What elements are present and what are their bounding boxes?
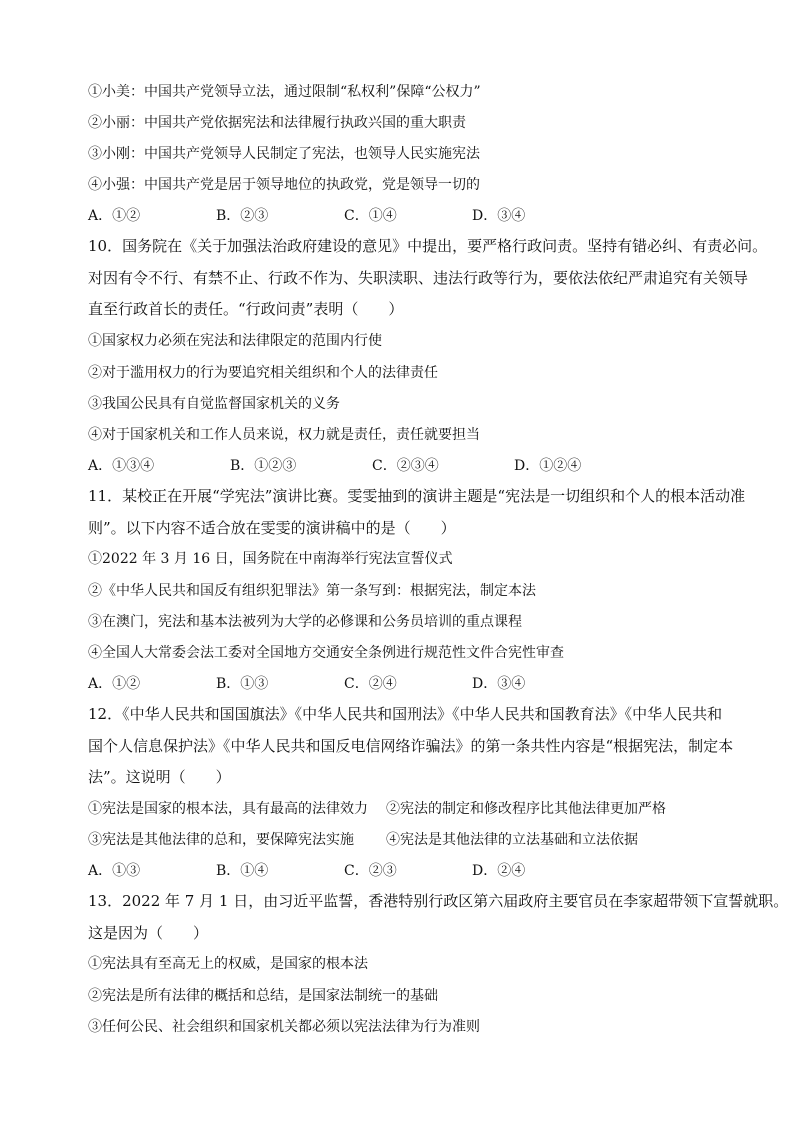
q13-statement-1: ①宪法具有至高无上的权威，是国家的根本法 (88, 956, 368, 972)
q13-statement-2: ②宪法是所有法律的概括和总结，是国家法制统一的基础 (88, 988, 438, 1004)
q10-statement-4: ④对于国家机关和工作人员来说，权力就是责任，责任就要担当 (88, 427, 480, 443)
q12-stem-line-3: 法”。这说明（ ） (88, 768, 231, 786)
q10-stem-line-3: 直至行政首长的责任。“行政问责”表明（ ） (88, 300, 404, 318)
q11-option-c[interactable]: C．②④ (344, 676, 397, 692)
q9-option-b[interactable]: B．②③ (216, 208, 269, 224)
q12-statement-2: ②宪法的制定和修改程序比其他法律更加严格 (386, 801, 666, 817)
q10-statement-1: ①国家权力必须在宪法和法律限定的范围内行使 (88, 333, 382, 349)
q13-stem-line-2: 这是因为（ ） (88, 924, 209, 942)
q10-statement-2: ②对于滥用权力的行为要追究相关组织和个人的法律责任 (88, 365, 438, 381)
q11-stem-line-1: 11．某校正在开展“学宪法”演讲比赛。雯雯抽到的演讲主题是“宪法是一切组织和个人的根本活动准 (88, 487, 746, 505)
q11-statement-3: ③在澳门，宪法和基本法被列为大学的必修课和公务员培训的重点课程 (88, 614, 522, 630)
q11-option-b[interactable]: B．①③ (216, 676, 269, 692)
q10-option-b[interactable]: B．①②③ (230, 458, 297, 474)
q13-statement-3: ③任何公民、社会组织和国家机关都必须以宪法法律为行为准则 (88, 1019, 480, 1035)
q13-stem-line-1: 13．2022 年 7 月 1 日，由习近平监誓，香港特别行政区第六届政府主要官员在李家超带领下宣誓就职。 (88, 892, 789, 910)
q11-statement-2: ②《中华人民共和国反有组织犯罪法》第一条写到：根据宪法，制定本法 (88, 583, 536, 599)
q12-option-a[interactable]: A．①③ (88, 863, 141, 879)
q11-option-d[interactable]: D．③④ (472, 676, 526, 692)
q9-option-c[interactable]: C．①④ (344, 208, 397, 224)
q12-option-d[interactable]: D．②④ (472, 863, 526, 879)
q10-stem-line-2: 对因有令不行、有禁不止、行政不作为、失职渎职、违法行政等行为，要依法依纪严肃追究有关领导 (88, 269, 749, 287)
q12-stem-line-1: 12．《中华人民共和国国旗法》《中华人民共和国刑法》《中华人民共和国教育法》《中华人民共和 (88, 705, 723, 723)
q9-statement-2: ②小丽：中国共产党依据宪法和法律履行执政兴国的重大职责 (88, 115, 466, 131)
q11-statement-1: ①2022 年 3 月 16 日，国务院在中南海举行宪法宣誓仪式 (88, 551, 453, 567)
q9-statement-4: ④小强：中国共产党是居于领导地位的执政党，党是领导一切的 (88, 177, 480, 193)
q12-statement-1: ①宪法是国家的根本法，具有最高的法律效力 (88, 801, 368, 817)
q12-statement-4: ④宪法是其他法律的立法基础和立法依据 (386, 832, 638, 848)
q9-option-d[interactable]: D．③④ (472, 208, 526, 224)
q10-option-c[interactable]: C．②③④ (372, 458, 439, 474)
q11-statement-4: ④全国人大常委会法工委对全国地方交通安全条例进行规范性文件合宪性审查 (88, 645, 564, 661)
q12-option-c[interactable]: C．②③ (344, 863, 397, 879)
q12-option-b[interactable]: B．①④ (216, 863, 269, 879)
q10-option-a[interactable]: A．①③④ (88, 458, 155, 474)
q11-stem-line-2: 则”。以下内容不适合放在雯雯的演讲稿中的是（ ） (88, 519, 456, 537)
q11-option-a[interactable]: A．①② (88, 676, 141, 692)
q12-stem-line-2: 国个人信息保护法》《中华人民共和国反电信网络诈骗法》的第一条共性内容是“根据宪法，制定本 (88, 737, 734, 755)
q12-statement-3: ③宪法是其他法律的总和，要保障宪法实施 (88, 832, 354, 848)
q9-statement-3: ③小刚：中国共产党领导人民制定了宪法，也领导人民实施宪法 (88, 146, 480, 162)
q10-stem-line-1: 10．国务院在《关于加强法治政府建设的意见》中提出，要严格行政问责。坚持有错必纠、有责必问。 (88, 237, 768, 255)
q9-statement-1: ①小美：中国共产党领导立法，通过限制“私权利”保障“公权力” (88, 84, 481, 100)
q10-statement-3: ③我国公民具有自觉监督国家机关的义务 (88, 396, 340, 412)
q9-option-a[interactable]: A．①② (88, 208, 141, 224)
q10-option-d[interactable]: D．①②④ (514, 458, 582, 474)
